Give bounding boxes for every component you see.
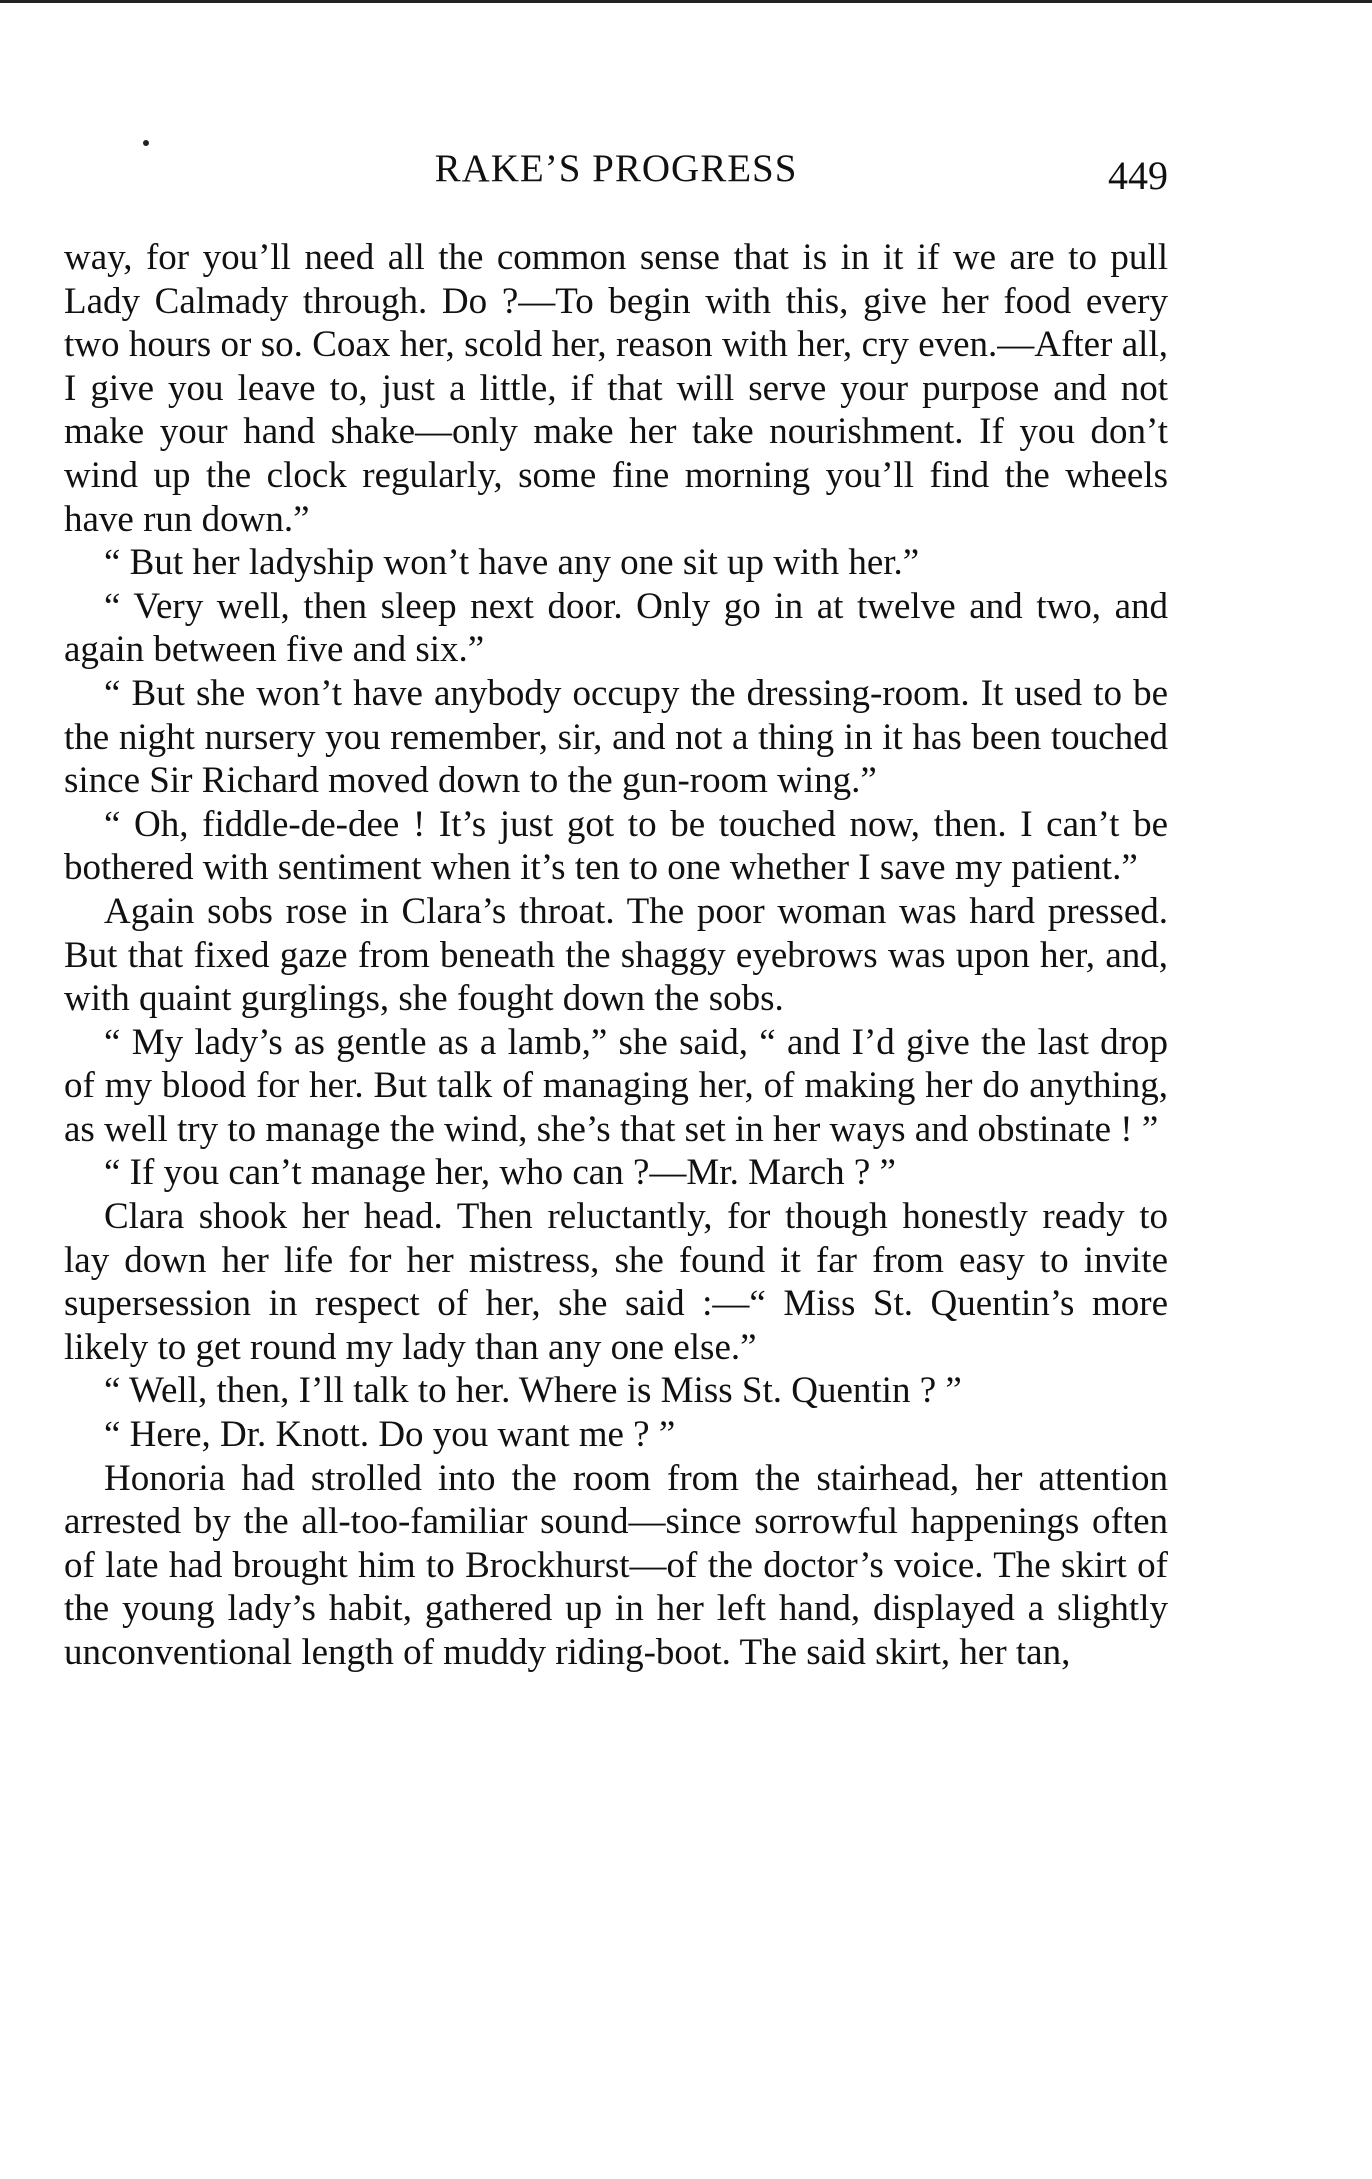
paragraph: Clara shook her head. Then reluctantly, for though honestly ready to lay down her life for her mistress, she found it far from easy to invite supersession in respect of her, she said :—“ Miss St. Quentin’s more likely to get round my lady than any one else.”: [64, 1196, 1168, 1368]
page-header: [64, 146, 1168, 206]
page-number: 449: [1108, 153, 1168, 198]
paragraph: “ If you can’t manage her, who can ?—Mr. March ? ”: [104, 1152, 896, 1194]
paragraph: “ My lady’s as gentle as a lamb,” she said, “ and I’d give the last drop of my blood for her. But talk of managing her, of making her do anything, as well try to manage the wind, she’s that set in her ways and obstinate ! ”: [64, 1021, 1168, 1150]
running-head: RAKE’S PROGRESS: [434, 147, 798, 190]
paragraph: “ Very well, then sleep next door. Only go in at twelve and two, and again between five and six.”: [64, 585, 1168, 671]
paragraph: “ Well, then, I’ll talk to her. Where is Miss St. Quentin ? ”: [104, 1370, 962, 1412]
body-text: [64, 236, 1168, 1675]
top-rule: [0, 0, 1372, 3]
paragraph: way, for you’ll need all the common sense that is in it if we are to pull Lady Calmady through. Do ?—To begin with this, give her food every two hours or so. Coax her, scold her, reason with her, cry even.—After all, I give you leave to, just a little, if that will serve your purpose and not make your hand shake—only make her take nourishment. If you don’t wind up the clock regularly, some fine morning you’ll find the wheels have run down.”: [64, 237, 1168, 540]
paragraph: Honoria had strolled into the room from the stairhead, her attention arrested by the all-too-familiar sound—since sorrowful happenings often of late had brought him to Brockhurst—of the doctor’s voice. The skirt of the young lady’s habit, gathered up in her left hand, displayed a slightly unconventional length of muddy riding-boot. The said skirt, her tan,: [64, 1457, 1168, 1673]
paragraph: “ But she won’t have anybody occupy the dressing-room. It used to be the night nursery you remember, sir, and not a thing in it has been touched since Sir Richard moved down to the gun-room wing.”: [64, 672, 1168, 802]
paragraph: “ Here, Dr. Knott. Do you want me ? ”: [104, 1414, 676, 1456]
paragraph: “ Oh, fiddle-de-dee ! It’s just got to be touched now, then. I can’t be bothered with sentiment when it’s ten to one whether I save my patient.”: [64, 803, 1168, 889]
paragraph: Again sobs rose in Clara’s throat. The poor woman was hard pressed. But that fixed gaze from beneath the shaggy eyebrows was upon her, and, with quaint gurglings, she fought down the sobs.: [64, 890, 1168, 1020]
paragraph: “ But her ladyship won’t have any one sit up with her.”: [104, 542, 920, 584]
